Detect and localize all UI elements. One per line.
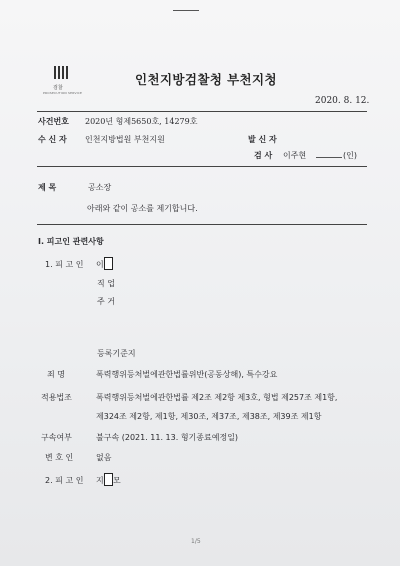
defendant2-label: 2. 피 고 인 [45,476,84,485]
page-number: 1/5 [191,538,201,545]
crime-value: 폭력행위등처벌에관한법률위반(공동상해), 특수강요 [96,370,278,379]
top-mark [173,10,199,11]
subject-label: 제 목 [38,183,57,192]
detention-value: 불구속 (2021. 11. 13. 형기종료예정일) [96,433,239,442]
office-name: 인천지방검찰청 부천지청 [135,72,277,87]
sender-label: 발 신 자 [248,135,277,144]
prosecutor-label: 검 사 [254,151,273,160]
section-heading: Ⅰ. 피고인 관련사항 [38,237,104,246]
divider-bottom [37,224,367,225]
case-no-value: 2020년 형제5650호, 14279호 [85,117,198,126]
law-label: 적용법조 [41,393,72,402]
logo-subtext: PROSECUTION SERVICE [43,91,83,95]
divider-middle [37,166,367,167]
crime-label: 죄 명 [47,370,65,379]
case-no-label: 사건번호 [38,117,69,126]
subject-value: 공소장 [88,183,112,192]
defendant1-registered: 등록기준지 [97,349,136,358]
redaction-box [104,473,113,486]
defendant1-address-label: 주 거 [97,297,115,306]
logo-text: 검찰 [53,85,63,91]
defendant1-label: 1. 피 고 인 [45,260,84,269]
law-line-2: 제324조 제2항, 제1항, 제30조, 제37조, 제38조, 제39조 제1항 [96,412,322,421]
law-line-1: 폭력행위등처벌에관한법률 제2조 제2항 제3호, 형법 제257조 제1항, [96,393,338,402]
recipient-value: 인천지방법원 부천지원 [85,135,165,144]
defendant2-name-first: 지 [96,476,104,485]
defendant1-name: 이 [96,260,104,269]
prosecutor-name: 이주현 [283,151,307,160]
divider-top [37,111,367,112]
redaction-box [104,257,113,270]
defendant1-job-label: 직 업 [97,279,115,288]
counsel-label: 변 호 인 [45,453,74,462]
seal-mark: (인) [343,151,357,160]
recipient-label: 수 신 자 [38,135,67,144]
subject-intro: 아래와 같이 공소를 제기합니다. [87,204,198,213]
signature-line [316,157,342,158]
counsel-value: 없음 [96,453,112,462]
detention-label: 구속여부 [41,433,72,442]
document-date: 2020. 8. 12. [315,96,370,106]
defendant2-name-last: 모 [113,476,121,485]
